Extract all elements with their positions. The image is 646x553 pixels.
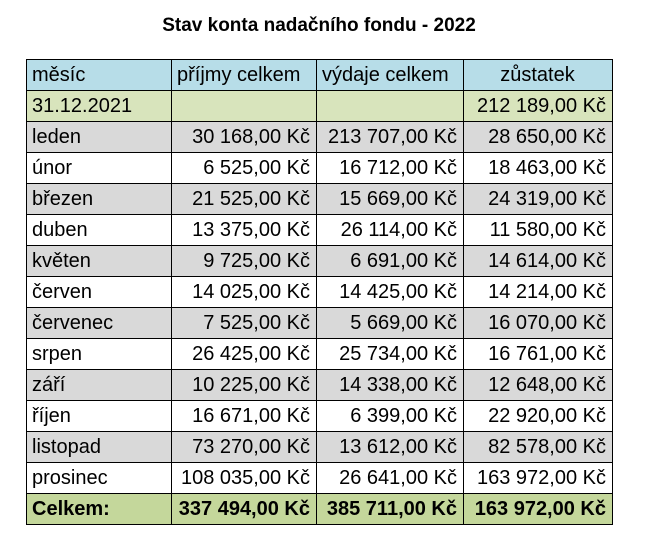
table-row	[27, 153, 613, 184]
expense-cell[interactable]: 15 669,00 Kč	[317, 184, 464, 215]
balance-cell[interactable]: 18 463,00 Kč	[464, 153, 613, 184]
expense-cell[interactable]: 14 425,00 Kč	[317, 277, 464, 308]
opening-balance-row	[27, 91, 613, 122]
table-row	[27, 370, 613, 401]
table-row	[27, 215, 613, 246]
income-cell[interactable]: 13 375,00 Kč	[172, 215, 317, 246]
table-row	[27, 184, 613, 215]
income-cell[interactable]: 14 025,00 Kč	[172, 277, 317, 308]
header-cell-balance[interactable]: zůstatek	[464, 60, 613, 91]
header-cell-expense[interactable]: výdaje celkem	[317, 60, 464, 91]
income-cell[interactable]: 10 225,00 Kč	[172, 370, 317, 401]
income-cell[interactable]: 16 671,00 Kč	[172, 401, 317, 432]
income-cell[interactable]: 21 525,00 Kč	[172, 184, 317, 215]
expense-cell[interactable]: 14 338,00 Kč	[317, 370, 464, 401]
table-row	[27, 122, 613, 153]
balance-cell[interactable]: 163 972,00 Kč	[464, 463, 613, 494]
balance-cell[interactable]: 82 578,00 Kč	[464, 432, 613, 463]
expense-cell[interactable]: 213 707,00 Kč	[317, 122, 464, 153]
table-row	[27, 277, 613, 308]
table-row	[27, 308, 613, 339]
fund-balance-table	[26, 59, 613, 525]
header-cell-month[interactable]: měsíc	[27, 60, 172, 91]
total-label-cell[interactable]: Celkem:	[27, 494, 172, 525]
table-row	[27, 246, 613, 277]
income-cell[interactable]: 108 035,00 Kč	[172, 463, 317, 494]
month-cell[interactable]: duben	[27, 215, 172, 246]
balance-cell[interactable]: 14 614,00 Kč	[464, 246, 613, 277]
month-cell[interactable]: únor	[27, 153, 172, 184]
income-cell[interactable]: 30 168,00 Kč	[172, 122, 317, 153]
balance-cell[interactable]: 22 920,00 Kč	[464, 401, 613, 432]
total-expense-cell[interactable]: 385 711,00 Kč	[317, 494, 464, 525]
table-row	[27, 432, 613, 463]
month-cell[interactable]: březen	[27, 184, 172, 215]
income-cell[interactable]: 9 725,00 Kč	[172, 246, 317, 277]
balance-cell[interactable]: 28 650,00 Kč	[464, 122, 613, 153]
expense-cell[interactable]: 6 691,00 Kč	[317, 246, 464, 277]
header-row	[27, 60, 613, 91]
balance-cell[interactable]: 12 648,00 Kč	[464, 370, 613, 401]
income-cell[interactable]: 26 425,00 Kč	[172, 339, 317, 370]
table-row	[27, 401, 613, 432]
table-row	[27, 339, 613, 370]
total-balance-cell[interactable]: 163 972,00 Kč	[464, 494, 613, 525]
expense-cell[interactable]: 26 114,00 Kč	[317, 215, 464, 246]
page-title: Stav konta nadačního fondu - 2022	[162, 15, 476, 36]
total-row	[27, 494, 613, 525]
month-cell[interactable]: srpen	[27, 339, 172, 370]
income-cell[interactable]: 6 525,00 Kč	[172, 153, 317, 184]
month-cell[interactable]: prosinec	[27, 463, 172, 494]
balance-cell[interactable]: 11 580,00 Kč	[464, 215, 613, 246]
balance-cell[interactable]: 14 214,00 Kč	[464, 277, 613, 308]
expense-cell[interactable]: 6 399,00 Kč	[317, 401, 464, 432]
month-cell[interactable]: září	[27, 370, 172, 401]
expense-cell[interactable]: 13 612,00 Kč	[317, 432, 464, 463]
balance-cell[interactable]: 16 070,00 Kč	[464, 308, 613, 339]
total-income-cell[interactable]: 337 494,00 Kč	[172, 494, 317, 525]
table-row	[27, 463, 613, 494]
opening-date-cell[interactable]: 31.12.2021	[27, 91, 172, 122]
month-cell[interactable]: červen	[27, 277, 172, 308]
month-cell[interactable]: listopad	[27, 432, 172, 463]
expense-cell[interactable]: 5 669,00 Kč	[317, 308, 464, 339]
month-cell[interactable]: říjen	[27, 401, 172, 432]
income-cell[interactable]: 7 525,00 Kč	[172, 308, 317, 339]
opening-expense-cell[interactable]	[317, 91, 464, 122]
balance-cell[interactable]: 24 319,00 Kč	[464, 184, 613, 215]
month-cell[interactable]: květen	[27, 246, 172, 277]
month-cell[interactable]: červenec	[27, 308, 172, 339]
month-cell[interactable]: leden	[27, 122, 172, 153]
opening-balance-cell[interactable]: 212 189,00 Kč	[464, 91, 613, 122]
opening-income-cell[interactable]	[172, 91, 317, 122]
header-cell-income[interactable]: příjmy celkem	[172, 60, 317, 91]
expense-cell[interactable]: 16 712,00 Kč	[317, 153, 464, 184]
expense-cell[interactable]: 26 641,00 Kč	[317, 463, 464, 494]
expense-cell[interactable]: 25 734,00 Kč	[317, 339, 464, 370]
balance-cell[interactable]: 16 761,00 Kč	[464, 339, 613, 370]
income-cell[interactable]: 73 270,00 Kč	[172, 432, 317, 463]
